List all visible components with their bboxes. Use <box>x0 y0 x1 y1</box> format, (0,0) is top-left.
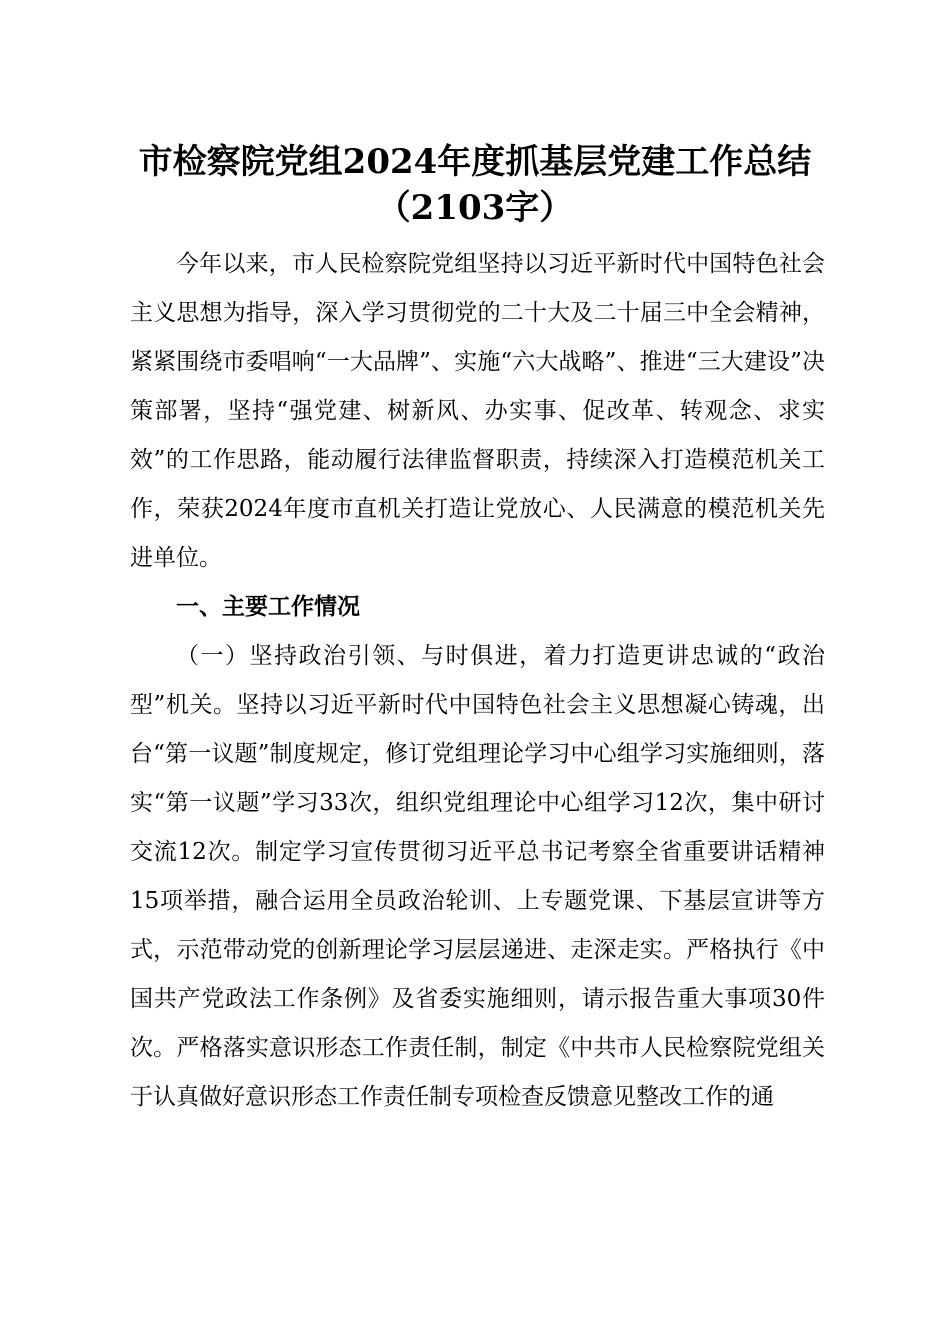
document-body <box>130 240 825 1122</box>
document-word-count: （2103字） <box>376 188 574 228</box>
paragraph-section-1: （一）坚持政治引领、与时俱进，着力打造更讲忠诚的“政治型”机关。坚持以习近平新时代中国特色社会主义思想凝心铸魂，出台“第一议题”制度规定，修订党组理论学习中心组学习实施细则，落实“第一议题”学习33次，组织党组理论中心组学习12次，集中研讨交流12次。制定学习宣传贯彻习近平总书记考察全省重要讲话精神15项举措，融合运用全员政治轮训、上专题党课、下基层宣讲等方式，示范带动党的创新理论学习层层递进、走深走实。严格执行《中国共产党政法工作条例》及省委实施细则，请示报告重大事项30件次。严格落实意识形态工作责任制，制定《中共市人民检察院党组关于认真做好意识形态工作责任制专项检查反馈意见整改工作的通 <box>130 643 825 1110</box>
paragraph-intro: 今年以来，市人民检察院党组坚持以习近平新时代中国特色社会主义思想为指导，深入学习贯彻党的二十大及二十届三中全会精神，紧紧围绕市委唱响“一大品牌”、实施“六大战略”、推进“三大建设”决策部署，坚持“强党建、树新风、办实事、促改革、转观念、求实效”的工作思路，能动履行法律监督职责，持续深入打造模范机关工作，荣获2024年度市直机关打造让党放心、人民满意的模范机关先进单位。 <box>130 251 825 571</box>
section-heading: 一、主要工作情况 <box>176 594 360 620</box>
document-title: 市检察院党组2024年度抓基层党建工作总结 <box>138 142 812 182</box>
